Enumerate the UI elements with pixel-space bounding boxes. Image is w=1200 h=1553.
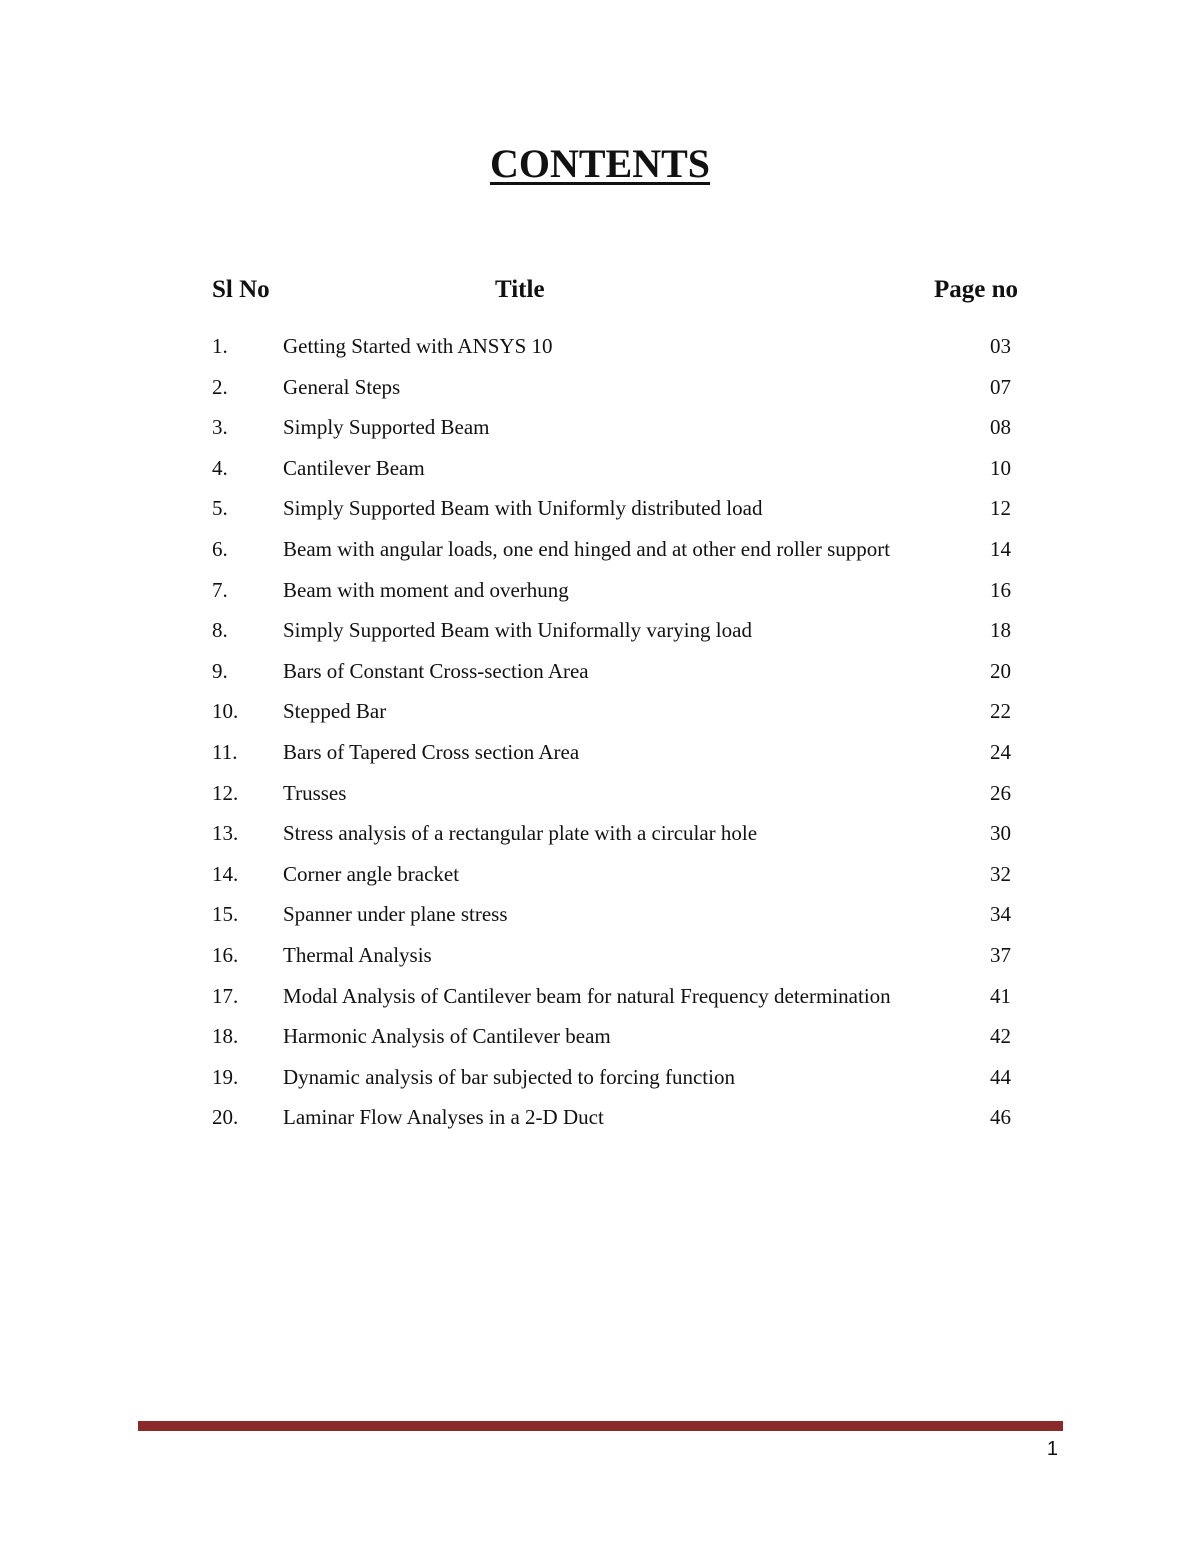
- entry-title: Bars of Tapered Cross section Area: [283, 739, 580, 764]
- entry-number: 16.: [212, 942, 239, 967]
- entry-title: Harmonic Analysis of Cantilever beam: [283, 1024, 611, 1049]
- toc-entry[interactable]: [0, 1059, 1200, 1100]
- entry-page: 20: [990, 658, 1011, 683]
- toc-entry[interactable]: [0, 734, 1200, 775]
- entry-page: 32: [990, 861, 1011, 886]
- entry-number: 2.: [212, 374, 228, 399]
- entry-number: 3.: [212, 415, 228, 440]
- entry-number: 10.: [212, 699, 239, 724]
- entry-title: Trusses: [283, 780, 347, 805]
- toc-entry[interactable]: [0, 896, 1200, 937]
- toc-entry[interactable]: [0, 409, 1200, 450]
- column-header-sl-no: Sl No: [212, 276, 270, 303]
- toc-entry[interactable]: [0, 1099, 1200, 1140]
- toc-entry[interactable]: [0, 450, 1200, 491]
- entry-title: Beam with angular loads, one end hinged and at other end roller support: [283, 536, 891, 561]
- toc-list: [0, 328, 1200, 1140]
- entry-page: 08: [990, 415, 1011, 440]
- entry-title: General Steps: [283, 374, 401, 399]
- page-title: [0, 140, 1200, 188]
- footer-page-number: 1: [1046, 1438, 1058, 1460]
- entry-page: 30: [990, 821, 1011, 846]
- toc-entry[interactable]: [0, 490, 1200, 531]
- entry-title: Spanner under plane stress: [283, 902, 508, 927]
- toc-entry[interactable]: [0, 328, 1200, 369]
- entry-title: Dynamic analysis of bar subjected to forcing function: [283, 1064, 735, 1089]
- toc-entry[interactable]: [0, 856, 1200, 897]
- entry-title: Getting Started with ANSYS 10: [283, 334, 553, 358]
- entry-title: Simply Supported Beam: [283, 415, 490, 440]
- entry-page: 10: [990, 455, 1011, 480]
- entry-number: 18.: [212, 1024, 239, 1049]
- entry-number: 17.: [212, 983, 239, 1008]
- entry-number: 5.: [212, 496, 228, 521]
- toc-entry[interactable]: [0, 531, 1200, 572]
- entry-title: Simply Supported Beam with Uniformly distributed load: [283, 496, 763, 521]
- entry-number: 14.: [212, 861, 239, 886]
- entry-title: Stepped Bar: [283, 699, 387, 724]
- toc-entry[interactable]: [0, 653, 1200, 694]
- entry-page: 34: [990, 902, 1011, 927]
- entry-page: 41: [990, 983, 1011, 1008]
- toc-entry[interactable]: [0, 612, 1200, 653]
- column-header-page-no: Page no: [933, 276, 1018, 303]
- entry-number: 15.: [212, 902, 239, 927]
- entry-page: 37: [990, 942, 1011, 967]
- entry-title: Laminar Flow Analyses in a 2-D Duct: [283, 1105, 604, 1130]
- entry-page: 16: [990, 577, 1011, 602]
- toc-header-row: [0, 272, 1200, 308]
- entry-number: 13.: [212, 821, 239, 846]
- toc-entry[interactable]: [0, 693, 1200, 734]
- entry-number: 9.: [212, 658, 228, 683]
- entry-title: Thermal Analysis: [283, 942, 432, 967]
- entry-title: Corner angle bracket: [283, 861, 460, 886]
- page-title-text: CONTENTS: [489, 141, 711, 186]
- footer-divider: [138, 1421, 1063, 1431]
- entry-title: Stress analysis of a rectangular plate with a circular hole: [283, 821, 758, 846]
- entry-page: 03: [990, 334, 1011, 358]
- entry-number: 1.: [212, 334, 228, 358]
- entry-page: 12: [990, 496, 1011, 521]
- toc-entry[interactable]: [0, 572, 1200, 613]
- toc-entry[interactable]: [0, 1018, 1200, 1059]
- entry-number: 19.: [212, 1064, 239, 1089]
- entry-title: Cantilever Beam: [283, 455, 425, 480]
- entry-number: 20.: [212, 1105, 239, 1130]
- entry-page: 14: [990, 536, 1011, 561]
- entry-page: 07: [990, 374, 1011, 399]
- toc-entry[interactable]: [0, 978, 1200, 1019]
- entry-number: 7.: [212, 577, 228, 602]
- entry-title: Simply Supported Beam with Uniformally varying load: [283, 618, 752, 643]
- entry-page: 44: [990, 1064, 1011, 1089]
- entry-page: 18: [990, 618, 1011, 643]
- toc-entry[interactable]: [0, 775, 1200, 816]
- entry-page: 26: [990, 780, 1011, 805]
- entry-number: 11.: [212, 739, 238, 764]
- column-header-title: Title: [495, 276, 545, 303]
- entry-page: 24: [990, 739, 1011, 764]
- entry-title: Bars of Constant Cross-section Area: [283, 658, 589, 683]
- toc-entry[interactable]: [0, 369, 1200, 410]
- entry-number: 12.: [212, 780, 239, 805]
- entry-number: 6.: [212, 536, 228, 561]
- entry-page: 22: [990, 699, 1011, 724]
- toc-entry[interactable]: [0, 937, 1200, 978]
- entry-title: Beam with moment and overhung: [283, 577, 569, 602]
- toc-entry[interactable]: [0, 815, 1200, 856]
- entry-number: 8.: [212, 618, 228, 643]
- entry-page: 42: [990, 1024, 1011, 1049]
- entry-title: Modal Analysis of Cantilever beam for natural Frequency determination: [283, 983, 891, 1008]
- entry-page: 46: [990, 1105, 1011, 1130]
- entry-number: 4.: [212, 455, 228, 480]
